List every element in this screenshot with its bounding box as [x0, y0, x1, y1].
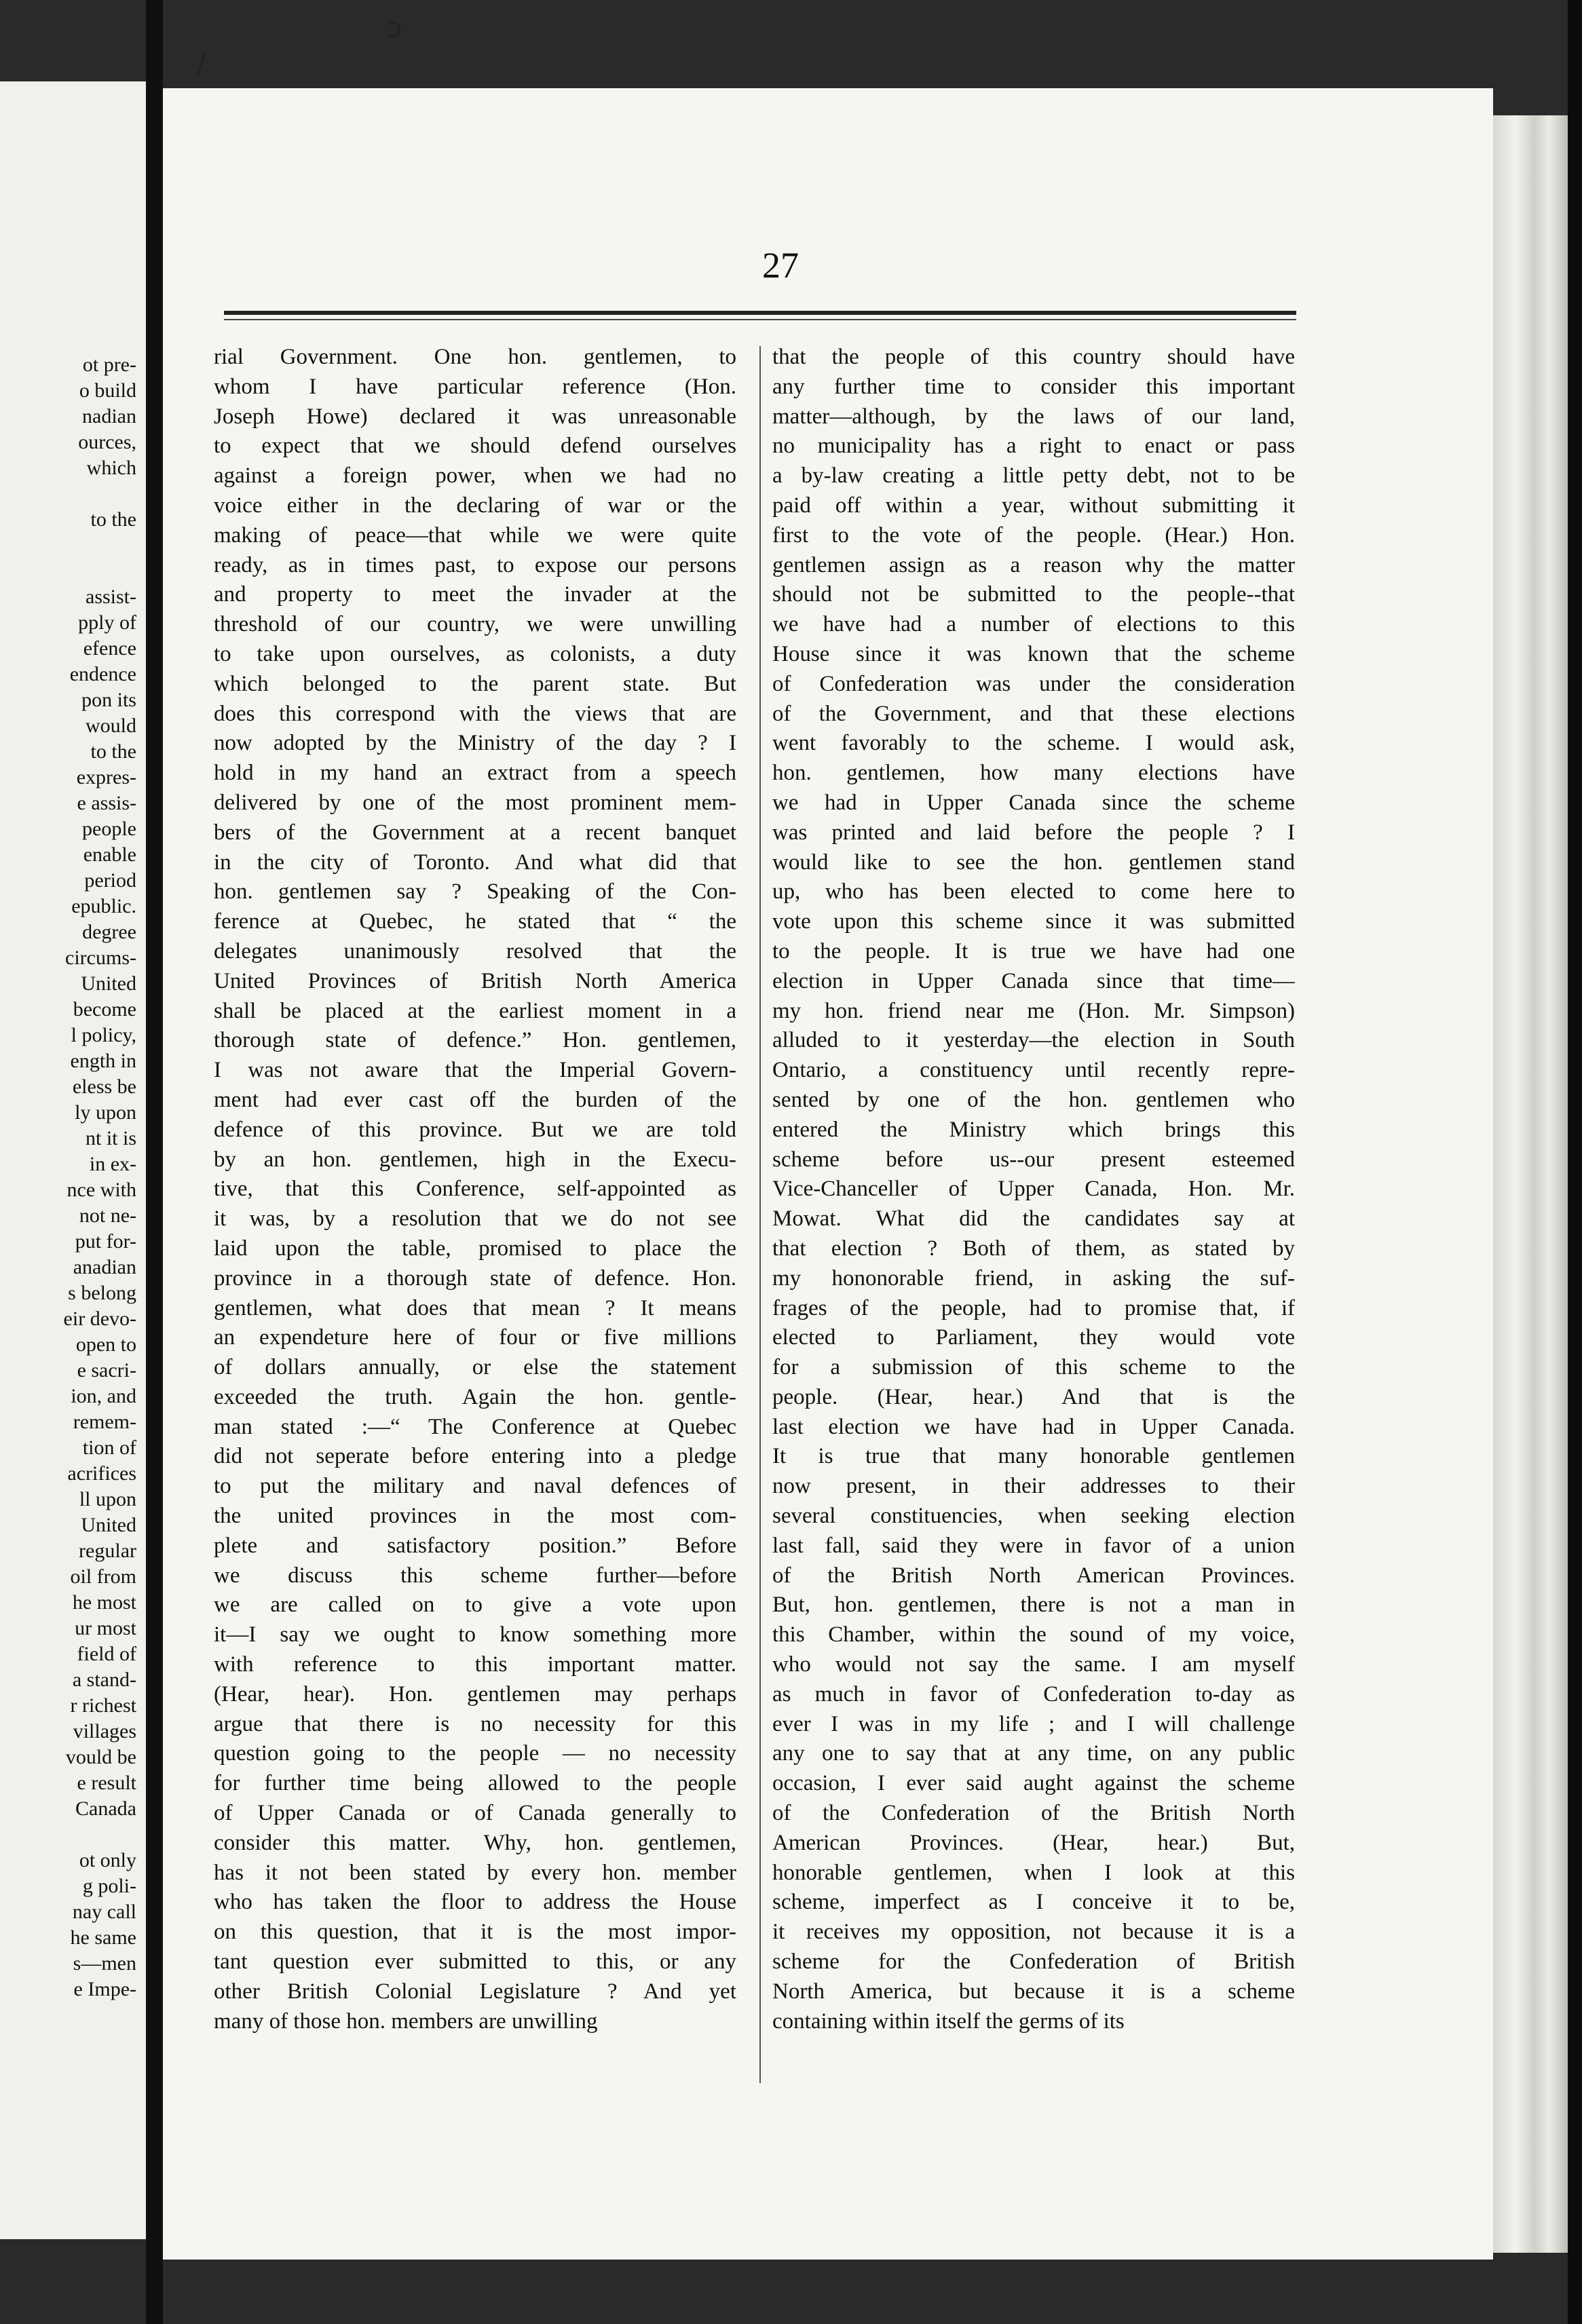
text-line: which belonged to the parent state. But [214, 671, 736, 696]
text-line: any one to say that at any time, on any public [772, 1741, 1295, 1766]
text-line: province in a thorough state of defence. Hon. [214, 1265, 736, 1291]
header-rule [224, 311, 1296, 315]
facing-page-text: pply of [78, 611, 136, 634]
text-line: delivered by one of the most prominent mem- [214, 790, 736, 815]
facing-page-text: to the [90, 508, 136, 531]
facing-page-text: ly upon [75, 1101, 136, 1124]
text-line: did not seperate before entering into a pledge [214, 1444, 736, 1469]
text-line: we had in Upper Canada since the scheme [772, 790, 1295, 815]
text-line: against a foreign power, when we had no [214, 463, 736, 489]
text-line: an expendeture here of four or five millions [214, 1325, 736, 1350]
text-line: my hon. friend near me (Hon. Mr. Simpson) [772, 998, 1295, 1023]
text-line: a by-law creating a little petty debt, not to be [772, 463, 1295, 489]
facing-page-text: villages [73, 1720, 136, 1742]
text-column-left [214, 343, 736, 2036]
text-line: last election we have had in Upper Canada. [772, 1414, 1295, 1439]
text-line: we are called on to give a vote upon [214, 1593, 736, 1618]
facing-page-text: oil from [70, 1565, 136, 1588]
text-line: my hononorable friend, in asking the suf- [772, 1265, 1295, 1291]
text-line: scheme, imperfect as I conceive it to be, [772, 1890, 1295, 1915]
facing-page-text: become [73, 998, 136, 1021]
text-line: went favorably to the scheme. I would ask, [772, 731, 1295, 756]
text-line: the united provinces in the most com- [214, 1504, 736, 1529]
text-line: making of peace—that while we were quite [214, 522, 736, 548]
text-line: scheme for the Confederation of British [772, 1949, 1295, 1975]
text-line: was printed and laid before the people ? I [772, 820, 1295, 845]
text-line: now present, in their addresses to their [772, 1474, 1295, 1499]
text-line: rial Government. One hon. gentlemen, to [214, 345, 736, 369]
text-line: sented by one of the hon. gentlemen who [772, 1087, 1295, 1112]
text-line: no municipality has a right to enact or pass [772, 434, 1295, 459]
text-line: plete and satisfactory position.” Before [214, 1533, 736, 1558]
text-line: ference at Quebec, he stated that “ the [214, 909, 736, 934]
text-line: that election ? Both of them, as stated by [772, 1236, 1295, 1261]
facing-page-text: field of [77, 1643, 136, 1665]
text-line: It is true that many honorable gentlemen [772, 1444, 1295, 1469]
text-line: Ontario, a constituency until recently repre- [772, 1058, 1295, 1083]
text-line: we have had a number of elections to this [772, 612, 1295, 637]
text-line: it receives my opposition, not because it is a [772, 1920, 1295, 1945]
text-line: it—I say we ought to know something more [214, 1622, 736, 1647]
text-line: But, hon. gentlemen, there is not a man in [772, 1593, 1295, 1618]
facing-page-text: efence [83, 637, 136, 660]
text-line: with reference to this important matter. [214, 1652, 736, 1677]
text-line: delegates unanimously resolved that the [214, 938, 736, 964]
facing-page-text: nce with [67, 1179, 136, 1201]
facing-page-text: put for- [75, 1230, 136, 1253]
facing-page-text: ength in [70, 1050, 136, 1072]
facing-page-text: g poli- [82, 1875, 136, 1897]
text-line: defence of this province. But we are told [214, 1117, 736, 1142]
facing-page-text: United [81, 1514, 136, 1536]
text-line: matter—although, by the laws of our land, [772, 404, 1295, 429]
ink-mark: ↄ [387, 12, 402, 43]
ink-mark: / [197, 47, 206, 79]
facing-page-text: l policy, [71, 1024, 136, 1046]
facing-page-text: e result [77, 1772, 136, 1794]
text-line: gentlemen, what does that mean ? It means [214, 1295, 736, 1320]
text-line: of Confederation was under the consideration [772, 671, 1295, 696]
text-line: should not be submitted to the people--that [772, 582, 1295, 607]
text-line: laid upon the table, promised to place the [214, 1236, 736, 1261]
text-line: ever I was in my life ; and I will challenge [772, 1711, 1295, 1736]
facing-page-text: anadian [73, 1256, 136, 1278]
text-line: argue that there is no necessity for this [214, 1711, 736, 1736]
facing-page-text: endence [69, 663, 136, 685]
facing-page-text: ll upon [79, 1488, 136, 1510]
facing-page-text: ion, and [71, 1385, 136, 1407]
facing-page-text: eless be [72, 1075, 136, 1098]
header-rule-thin [224, 319, 1296, 320]
facing-page-text: people [82, 818, 136, 840]
text-line: Vice-Chanceller of Upper Canada, Hon. Mr. [772, 1177, 1295, 1202]
text-line: American Provinces. (Hear, hear.) But, [772, 1830, 1295, 1855]
text-line: I was not aware that the Imperial Govern- [214, 1058, 736, 1083]
text-line: elected to Parliament, they would vote [772, 1325, 1295, 1350]
text-line: any further time to consider this important [772, 374, 1295, 399]
facing-page-text: r richest [70, 1694, 136, 1717]
text-line: bers of the Government at a recent banquet [214, 820, 736, 845]
text-line: (Hear, hear). Hon. gentlemen may perhaps [214, 1681, 736, 1707]
text-line: United Provinces of British North America [214, 968, 736, 993]
text-line: thorough state of defence.” Hon. gentlemen, [214, 1028, 736, 1053]
text-line: of Upper Canada or of Canada generally to [214, 1801, 736, 1826]
text-line: up, who has been elected to come here to [772, 879, 1295, 904]
text-line: question going to the people — no necessity [214, 1741, 736, 1766]
text-line: shall be placed at the earliest moment in a [214, 998, 736, 1023]
text-line: voice either in the declaring of war or the [214, 493, 736, 518]
text-line: House since it was known that the scheme [772, 641, 1295, 666]
book-gutter [146, 0, 163, 2324]
text-line: for a submission of this scheme to the [772, 1355, 1295, 1380]
text-line: now adopted by the Ministry of the day ? I [214, 731, 736, 756]
text-line: many of those hon. members are unwilling [214, 2008, 598, 2034]
facing-page-text: e sacri- [77, 1359, 136, 1382]
facing-page-text: s belong [68, 1282, 136, 1304]
facing-page-text: pon its [81, 689, 136, 711]
text-line: exceeded the truth. Again the hon. gentle- [214, 1384, 736, 1409]
text-line: of the British North American Provinces. [772, 1563, 1295, 1588]
text-line: frages of the people, had to promise that, if [772, 1295, 1295, 1320]
text-line: scheme before us--our present esteemed [772, 1147, 1295, 1172]
facing-page-text: vould be [65, 1746, 136, 1768]
text-line: on this question, that it is the most impor- [214, 1920, 736, 1945]
text-line: people. (Hear, hear.) And that is the [772, 1384, 1295, 1409]
text-line: tant question ever submitted to this, or any [214, 1949, 736, 1975]
facing-page-text: period [84, 869, 136, 892]
text-line: hon. gentlemen say ? Speaking of the Con- [214, 879, 736, 904]
page-edge-shadow [1568, 0, 1582, 2324]
text-line: ready, as in times past, to expose our persons [214, 552, 736, 577]
text-line: and property to meet the invader at the [214, 582, 736, 607]
text-line: of dollars annually, or else the statement [214, 1355, 736, 1380]
book-page [163, 88, 1493, 2260]
text-line: we discuss this scheme further—before [214, 1563, 736, 1588]
text-line: honorable gentlemen, when I look at this [772, 1860, 1295, 1885]
facing-page-text: a stand- [72, 1669, 136, 1691]
text-line: whom I have particular reference (Hon. [214, 374, 736, 399]
facing-page-text: remem- [73, 1411, 136, 1433]
text-line: that the people of this country should have [772, 345, 1295, 369]
text-line: alluded to it yesterday—the election in South [772, 1028, 1295, 1053]
facing-page-text: in ex- [89, 1153, 136, 1175]
text-line: to put the military and naval defences of [214, 1474, 736, 1499]
text-line: to take upon ourselves, as colonists, a duty [214, 641, 736, 666]
text-line: who has taken the floor to address the House [214, 1890, 736, 1915]
facing-page-text: tion of [82, 1436, 136, 1459]
facing-page-text: United [81, 972, 136, 995]
facing-page-text: to the [90, 740, 136, 763]
text-line: last fall, said they were in favor of a union [772, 1533, 1295, 1558]
text-line: of the Confederation of the British North [772, 1801, 1295, 1826]
facing-page-text: degree [82, 921, 136, 943]
facing-page-text: ources, [78, 431, 136, 453]
facing-page-text: ur most [75, 1617, 136, 1639]
facing-page-text: enable [83, 843, 136, 866]
column-divider [759, 346, 761, 2083]
text-line: first to the vote of the people. (Hear.) Hon. [772, 522, 1295, 548]
text-line: Joseph Howe) declared it was unreasonable [214, 404, 736, 429]
text-line: entered the Ministry which brings this [772, 1117, 1295, 1142]
facing-page-text: ot only [79, 1849, 136, 1871]
text-line: threshold of our country, we were unwilling [214, 612, 736, 637]
text-line: to the people. It is true we have had one [772, 938, 1295, 964]
text-line: for further time being allowed to the people [214, 1771, 736, 1796]
text-line: in the city of Toronto. And what did that [214, 850, 736, 875]
text-line: tive, that this Conference, self-appointed as [214, 1177, 736, 1202]
facing-page-text: open to [75, 1333, 136, 1356]
facing-page-text: regular [79, 1540, 136, 1562]
text-line: this Chamber, within the sound of my voice, [772, 1622, 1295, 1647]
text-line: hold in my hand an extract from a speech [214, 761, 736, 786]
text-column-right [772, 343, 1295, 2036]
page-edge [1493, 115, 1568, 2253]
facing-page-text: nt it is [85, 1127, 136, 1149]
facing-page-text: epublic. [71, 895, 136, 917]
text-line: of the Government, and that these elections [772, 701, 1295, 726]
facing-page-text: nadian [82, 405, 136, 427]
text-line: to expect that we should defend ourselves [214, 434, 736, 459]
text-line: hon. gentlemen, how many elections have [772, 761, 1295, 786]
text-line: does this correspond with the views that are [214, 701, 736, 726]
facing-page-fragment [0, 81, 146, 2239]
text-line: consider this matter. Why, hon. gentlemen, [214, 1830, 736, 1855]
text-line: election in Upper Canada since that time— [772, 968, 1295, 993]
text-line: other British Colonial Legislature ? And yet [214, 1979, 736, 2004]
facing-page-text: assist- [86, 586, 136, 608]
text-line: as much in favor of Confederation to-day as [772, 1681, 1295, 1707]
facing-page-text: acrifices [67, 1462, 136, 1485]
text-line: gentlemen assign as a reason why the matter [772, 552, 1295, 577]
facing-page-text: Canada [75, 1797, 136, 1820]
text-line: paid off within a year, without submitting it [772, 493, 1295, 518]
facing-page-text: not ne- [79, 1204, 136, 1227]
text-line: ment had ever cast off the burden of the [214, 1087, 736, 1112]
text-line: North America, but because it is a scheme [772, 1979, 1295, 2004]
text-line: containing within itself the germs of its [772, 2008, 1125, 2034]
facing-page-text: he same [70, 1926, 136, 1949]
facing-page-text: e assis- [77, 792, 136, 814]
facing-page-text: ot pre- [82, 354, 136, 376]
page-number: 27 [762, 245, 799, 286]
facing-page-text: o build [79, 379, 136, 402]
text-line: by an hon. gentlemen, high in the Execu- [214, 1147, 736, 1172]
text-line: Mowat. What did the candidates say at [772, 1206, 1295, 1232]
facing-page-text: s—men [73, 1952, 136, 1975]
text-line: man stated :—“ The Conference at Quebec [214, 1414, 736, 1439]
text-line: who would not say the same. I am myself [772, 1652, 1295, 1677]
text-line: vote upon this scheme since it was submitted [772, 909, 1295, 934]
text-line: several constituencies, when seeking election [772, 1504, 1295, 1529]
text-line: would like to see the hon. gentlemen stand [772, 850, 1295, 875]
facing-page-text: circums- [65, 947, 136, 969]
text-line: it was, by a resolution that we do not see [214, 1206, 736, 1232]
text-line: occasion, I ever said aught against the scheme [772, 1771, 1295, 1796]
text-line: has it not been stated by every hon. member [214, 1860, 736, 1885]
facing-page-text: eir devo- [63, 1308, 136, 1330]
facing-page-text: expres- [76, 766, 136, 788]
facing-page-text: e Impe- [73, 1978, 136, 2000]
facing-page-text: he most [72, 1591, 136, 1614]
facing-page-text: nay call [72, 1901, 136, 1923]
facing-page-text: which [86, 457, 136, 479]
facing-page-text: would [86, 715, 136, 737]
